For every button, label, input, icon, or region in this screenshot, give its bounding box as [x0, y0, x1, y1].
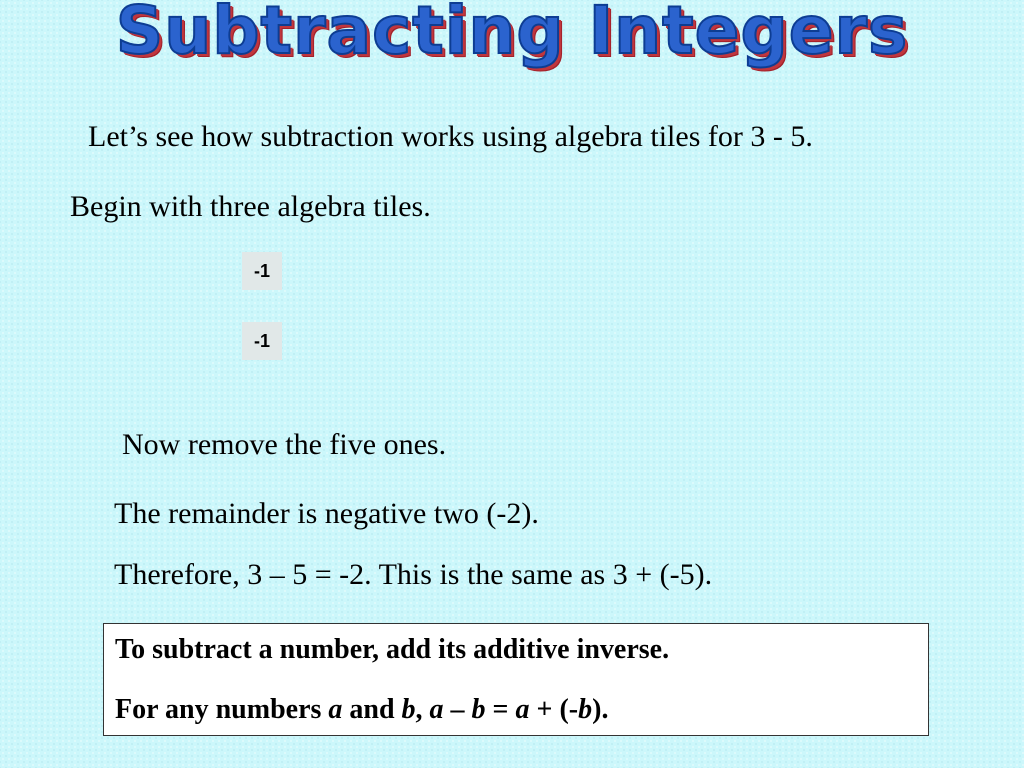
- intro-text: Let’s see how subtraction works using algebra tiles for 3 - 5.: [88, 120, 813, 153]
- variable-a: a: [515, 694, 530, 725]
- remove-text: Now remove the five ones.: [122, 428, 447, 461]
- formula-and: and: [342, 694, 402, 725]
- slide-title: Subtracting Integers: [115, 0, 909, 69]
- plus-open: + (-: [529, 694, 579, 725]
- rule-formula: [115, 694, 608, 726]
- begin-text: Begin with three algebra tiles.: [70, 190, 431, 223]
- formula-comma: ,: [415, 694, 430, 725]
- remainder-text: The remainder is negative two (-2).: [114, 497, 539, 530]
- variable-b: b: [578, 694, 593, 725]
- equals-sign: =: [485, 694, 516, 725]
- algebra-tile-negative-one: -1: [242, 322, 282, 360]
- variable-a: a: [328, 694, 343, 725]
- algebra-tile-negative-one: -1: [242, 252, 282, 290]
- variable-b: b: [401, 694, 416, 725]
- formula-prefix: For any numbers: [115, 694, 329, 725]
- variable-a: a: [429, 694, 444, 725]
- variable-b: b: [471, 694, 486, 725]
- minus-sign: –: [443, 694, 472, 725]
- formula-close: ).: [592, 694, 609, 725]
- rule-box: [103, 623, 929, 736]
- rule-statement: To subtract a number, add its additive inverse.: [115, 634, 670, 665]
- therefore-text: Therefore, 3 – 5 = -2. This is the same as 3 + (-5).: [114, 558, 713, 591]
